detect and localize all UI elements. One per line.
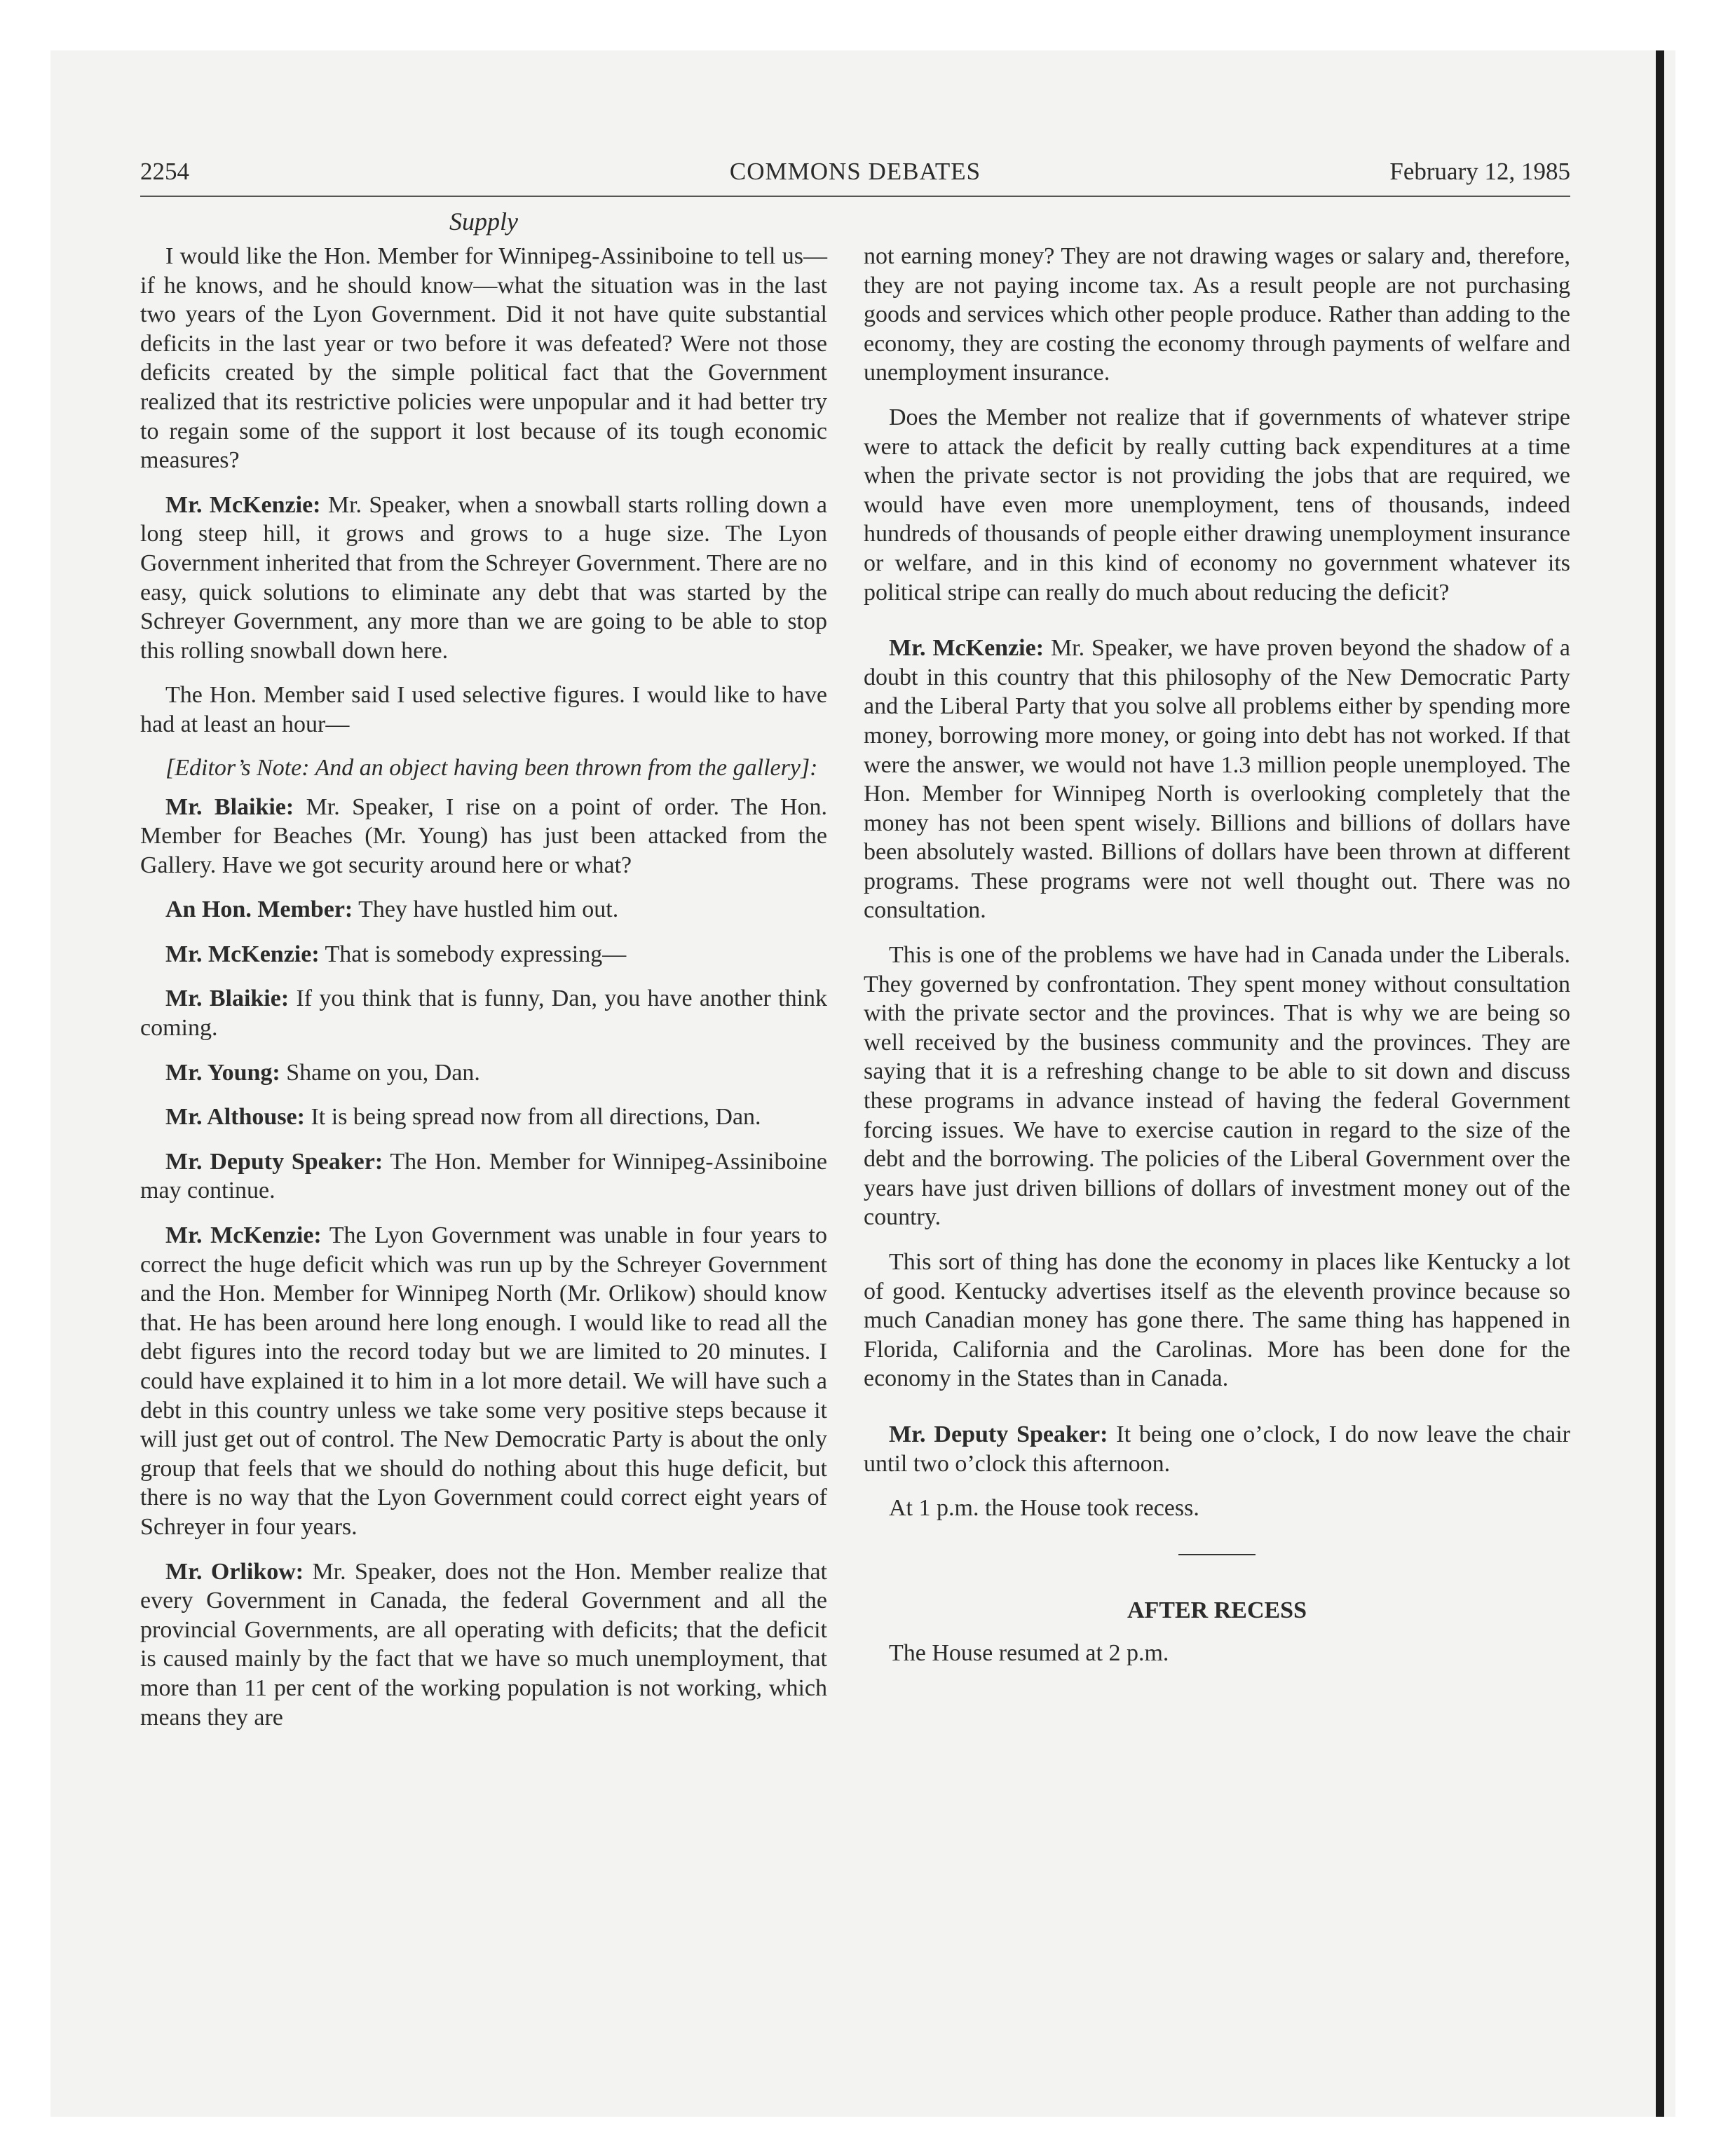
paragraph: At 1 p.m. the House took recess. bbox=[889, 1495, 1199, 1522]
after-recess-heading: AFTER RECESS bbox=[1127, 1597, 1307, 1623]
page-header bbox=[140, 158, 1570, 197]
section-title: Supply bbox=[449, 207, 518, 236]
section-divider bbox=[1178, 1554, 1256, 1555]
paragraph: Does the Member not realize that if governments of whatever stripe were to attack the deficit by really cutting back expenditures at a time when the private sector is not providing the jobs that are required, we would have even more unemployment, tens of thousands, indeed hundreds of thousands of people either drawing unemployment insurance or welfare, and in this kind of economy no government whatever its political stripe can really do much about reducing the deficit? bbox=[864, 404, 1570, 606]
paragraph: The Hon. Member said I used selective figures. I would like to have had at least an hour— bbox=[140, 682, 827, 737]
scan-edge-shadow bbox=[1656, 50, 1664, 2117]
paragraph: Mr. Deputy Speaker: The Hon. Member for Winnipeg-Assiniboine may continue. bbox=[140, 1148, 828, 1204]
editors-note: [Editor’s Note: And an object having been thrown from the gallery]: bbox=[165, 754, 818, 781]
right-column bbox=[864, 242, 1570, 1684]
page-number: 2254 bbox=[140, 158, 189, 185]
paragraph: Mr. Deputy Speaker: It being one o’clock, I do now leave the chair until two o’clock this afternoon. bbox=[864, 1421, 1571, 1477]
paragraph: This sort of thing has done the economy in places like Kentucky a lot of good. Kentucky advertises itself as the eleventh province because so much Canadian money has gone there. The same thing has happened in Florida, California and the Carolinas. More has been done for the economy in the States than in Canada. bbox=[864, 1249, 1570, 1392]
paragraph: Mr. McKenzie: Mr. Speaker, when a snowball starts rolling down a long steep hill, it grows and grows to a huge size. The Lyon Government inherited that from the Schreyer Government. There are no easy, quick solutions to eliminate any debt that was started by the Schreyer Government, any more than we are going to be able to stop this rolling snowball down here. bbox=[140, 491, 828, 664]
paragraph: Mr. Blaikie: Mr. Speaker, I rise on a point of order. The Hon. Member for Beaches (Mr. Young) has just been attacked from the Gallery. Have we got security around here or what? bbox=[140, 793, 828, 878]
paragraph: The House resumed at 2 p.m. bbox=[889, 1640, 1169, 1667]
paragraph: This is one of the problems we have had in Canada under the Liberals. They governed by confrontation. They spent money without consultation with the private sector and the provinces. That is why we are being so well received by the business community and the provinces. They are saying that it is a refreshing change to be able to sit down and discuss these programs in advance instead of having the federal Government forcing issues. We have to exercise caution in regard to the size of the debt and the borrowing. The policies of the Liberal Government over the years have just driven billions of dollars of investment money out of the country. bbox=[864, 942, 1570, 1231]
paragraph: Mr. Orlikow: Mr. Speaker, does not the Hon. Member realize that every Government in Canada, the federal Government and all the provincial Governments, are all operating with deficits; that the deficit is caused mainly by the fact that we have so much unemployment, that more than 11 per cent of the working population is not working, which means they are bbox=[140, 1558, 827, 1731]
publication-title: COMMONS DEBATES bbox=[729, 158, 981, 185]
paragraph: Mr. Young: Shame on you, Dan. bbox=[165, 1059, 480, 1086]
paragraph: An Hon. Member: They have hustled him out. bbox=[165, 896, 619, 923]
paragraph: not earning money? They are not drawing wages or salary and, therefore, they are not paying income tax. As a result people are not purchasing goods and services which other people produce. Rather than adding to the economy, they are costing the economy through payments of welfare and unemployment insurance. bbox=[864, 243, 1570, 386]
paragraph: Mr. Althouse: It is being spread now from all directions, Dan. bbox=[165, 1104, 761, 1131]
page-date: February 12, 1985 bbox=[1389, 158, 1570, 185]
paragraph: Mr. Blaikie: If you think that is funny, Dan, you have another think coming. bbox=[140, 985, 828, 1042]
paragraph: Mr. McKenzie: The Lyon Government was unable in four years to correct the huge deficit which was run up by the Schreyer Government and the Hon. Member for Winnipeg North (Mr. Orlikow) should know that. He has been around here long enough. I would like to read all the debt figures into the record today but we are limited to 20 minutes. I could have explained it to him in a lot more detail. We will have such a debt in this country unless we take some very positive steps because it will just get out of control. The New Democratic Party is about the only group that feels that we should do nothing about this huge deficit, but there is no way that the Lyon Government could correct eight years of Schreyer in four years. bbox=[140, 1222, 828, 1540]
left-column bbox=[140, 242, 827, 1747]
paragraph: Mr. McKenzie: That is somebody expressing— bbox=[165, 941, 627, 967]
paragraph: Mr. McKenzie: Mr. Speaker, we have proven beyond the shadow of a doubt in this country that this philosophy of the New Democratic Party and the Liberal Party that you solve all problems either by spending more money, borrowing more money, or going into debt has not worked. If that were the answer, we would not have 1.3 million people unemployed. The Hon. Member for Winnipeg North is overlooking completely that the money has not been spent wisely. Billions and billions of dollars have been absolutely wasted. Billions of dollars have been thrown at different programs. These programs were not well thought out. There was no consultation. bbox=[864, 635, 1571, 924]
paragraph: I would like the Hon. Member for Winnipeg-Assiniboine to tell us—if he knows, and he should know—what the situation was in the last two years of the Lyon Government. Did it not have quite substantial deficits in the last year or two before it was defeated? Were not those deficits created by the simple political fact that the Government realized that its restrictive policies were unpopular and it had better try to regain some of the support it lost because of its tough economic measures? bbox=[140, 243, 827, 474]
